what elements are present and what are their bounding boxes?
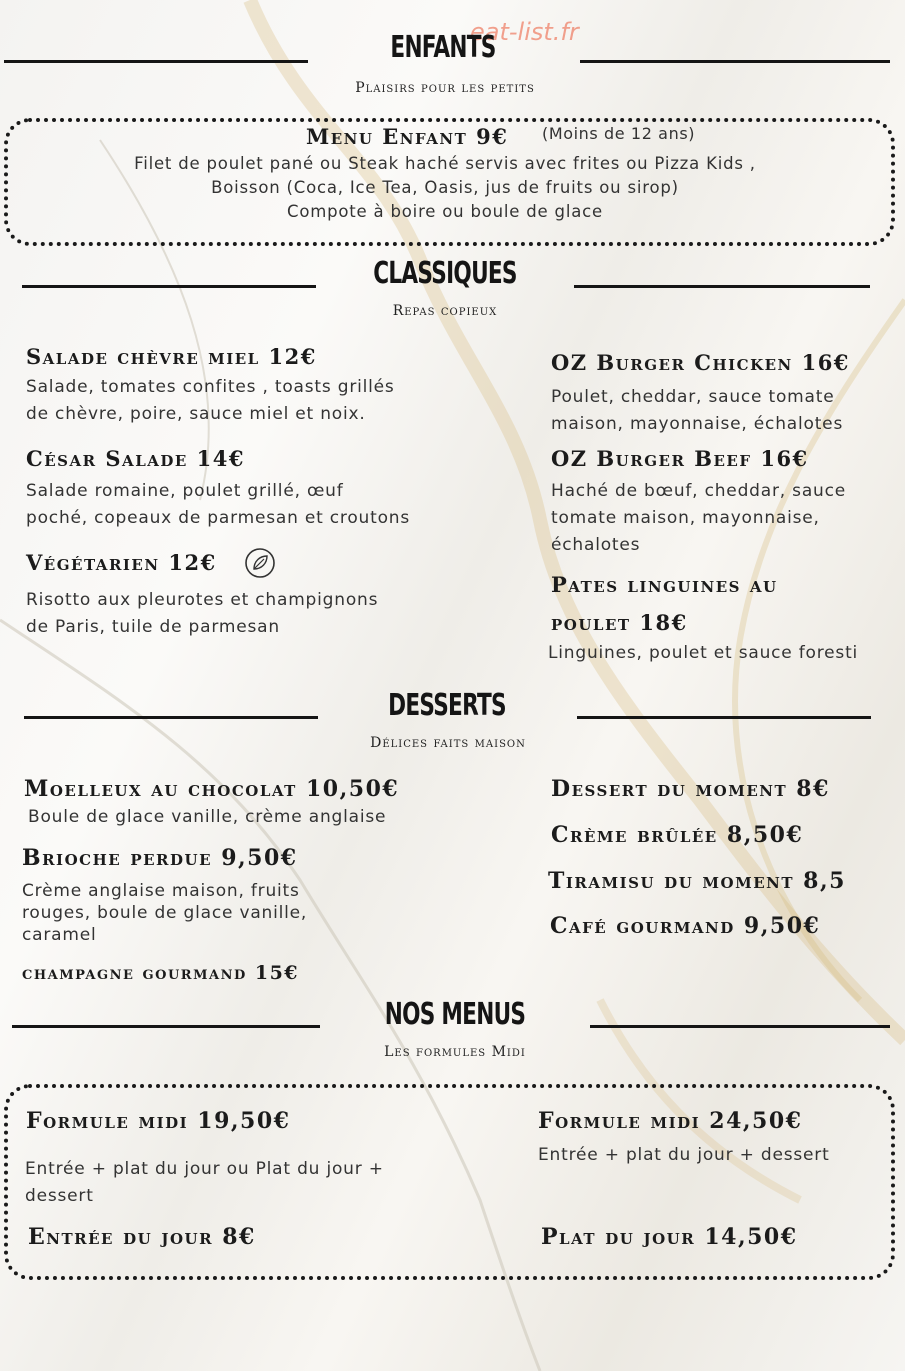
menu-item-title: Crème brûlée 8,50€ xyxy=(551,822,804,848)
menu-item-desc: Haché de bœuf, cheddar, sauce tomate maison, mayonnaise, échalotes xyxy=(551,481,847,555)
menu-item-title: Tiramisu du moment 8,5 xyxy=(548,868,846,894)
divider-line xyxy=(574,285,870,288)
menu-item-desc: Salade, tomates confites , toasts grillés de chèvre, poire, sauce miel et noix. xyxy=(26,377,395,424)
section-subtitle-enfants: Plaisirs pour les petits xyxy=(355,80,535,96)
section-subtitle-desserts: Délices faits maison xyxy=(370,735,526,751)
section-title-classiques: CLASSIQUES xyxy=(373,256,517,291)
menu-item-desc: Crème anglaise maison, fruits rouges, boule de glace vanille, caramel xyxy=(22,881,308,945)
kids-menu-note: (Moins de 12 ans) xyxy=(542,124,696,143)
divider-line xyxy=(577,716,871,719)
menu-item-desc: Risotto aux pleurotes et champignons de Paris, tuile de parmesan xyxy=(26,590,379,637)
menu-item-title: Formule midi 19,50€ xyxy=(26,1108,291,1134)
menu-item-title: Formule midi 24,50€ xyxy=(538,1108,803,1134)
menu-item-desc: Boule de glace vanille, crème anglaise xyxy=(28,807,387,827)
vegetarian-leaf-icon xyxy=(244,547,276,579)
section-title-desserts: DESSERTS xyxy=(388,688,506,723)
menu-item-desc: Entrée + plat du jour ou Plat du jour + dessert xyxy=(25,1159,384,1206)
menu-item-title: Végétarien 12€ xyxy=(26,550,217,575)
divider-line xyxy=(22,285,316,288)
menu-item-title: Moelleux au chocolat 10,50€ xyxy=(24,776,400,802)
menu-item-title: Salade chèvre miel 12€ xyxy=(26,344,317,369)
menu-item-title: Entrée du jour 8€ xyxy=(28,1224,256,1250)
menu-item-desc: Poulet, cheddar, sauce tomate maison, mayonnaise, échalotes xyxy=(551,387,844,434)
divider-line xyxy=(12,1025,320,1028)
watermark: eat-list.fr xyxy=(470,18,579,46)
menu-item-desc: Salade romaine, poulet grillé, œuf poché, copeaux de parmesan et croutons xyxy=(26,481,411,528)
menu-item-desc: Entrée + plat du jour + dessert xyxy=(538,1145,830,1165)
divider-line xyxy=(580,60,890,63)
divider-line xyxy=(4,60,308,63)
menu-item-title: OZ Burger Beef 16€ xyxy=(551,446,809,471)
menu-item-title: Café gourmand 9,50€ xyxy=(550,913,821,939)
divider-line xyxy=(24,716,318,719)
menu-item-title: poulet 18€ xyxy=(551,610,688,635)
section-subtitle-classiques: Repas copieux xyxy=(392,303,498,319)
menu-item-title: Plat du jour 14,50€ xyxy=(541,1224,798,1250)
menu-item-title: César Salade 14€ xyxy=(26,446,245,471)
menu-item-desc: Linguines, poulet et sauce foresti xyxy=(548,643,859,663)
menu-item-title: Pates linguines au xyxy=(551,572,778,597)
section-subtitle-nos-menus: Les formules Midi xyxy=(384,1044,526,1060)
divider-line xyxy=(590,1025,890,1028)
menu-item-title: Brioche perdue 9,50€ xyxy=(22,845,298,871)
menu-item-title: OZ Burger Chicken 16€ xyxy=(551,350,850,375)
section-title-nos-menus: NOS MENUS xyxy=(384,997,526,1032)
menu-item-title: Dessert du moment 8€ xyxy=(551,776,830,802)
menu-item-title: champagne gourmand 15€ xyxy=(22,962,300,984)
kids-menu-title: Menu Enfant 9€ xyxy=(306,124,509,149)
kids-menu-desc: Filet de poulet pané ou Steak haché servis avec frites ou Pizza Kids , Boisson (Coca, Ice Tea, Oasis, jus de fruits ou sirop) Compote à boire ou boule de glace xyxy=(134,154,756,221)
section-title-enfants: ENFANTS xyxy=(390,30,496,65)
